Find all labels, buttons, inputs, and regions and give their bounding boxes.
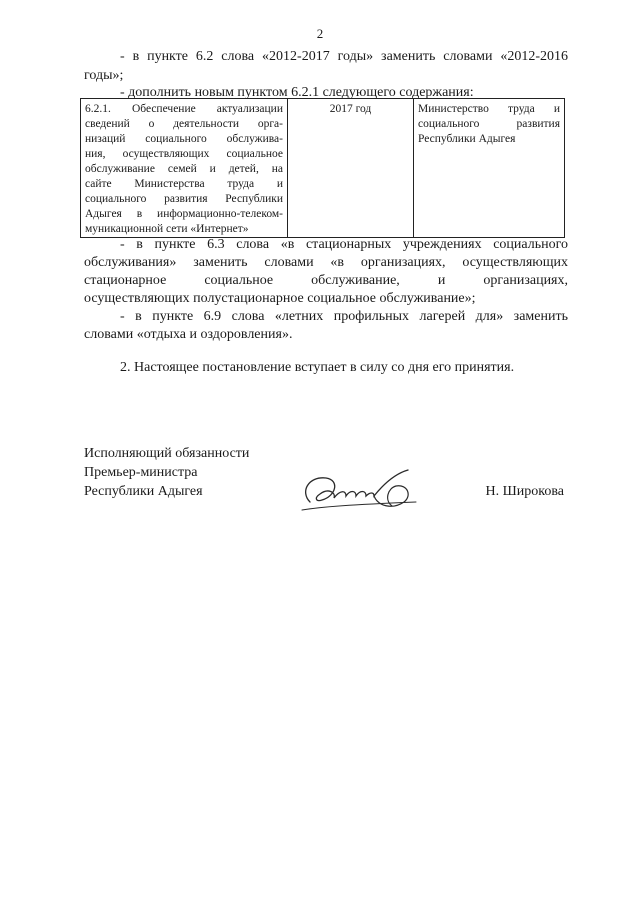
paragraph-6-3-line1: - в пункте 6.3 слова «в стационарных учреждениях социального	[120, 237, 568, 252]
cell-line: Адыгея в информационно-телеком-	[85, 208, 283, 220]
paragraph-6-3-line2: обслуживания» заменить словами «в организациях, осуществляющих	[84, 255, 568, 270]
cell-line: Министерство труда и	[418, 103, 560, 115]
paragraph-6-9-line2: словами «отдыха и оздоровления».	[84, 327, 293, 342]
inserted-item-table	[80, 98, 565, 238]
paragraph-6-9-line1: - в пункте 6.9 слова «летних профильных лагерей для» заменить	[120, 309, 568, 324]
paragraph-6-2-1-intro: - дополнить новым пунктом 6.2.1 следующего содержания:	[120, 85, 474, 100]
cell-line: низаций социального обслужива-	[85, 133, 283, 145]
signatory-title-line: Исполняющий обязанности	[84, 446, 250, 461]
table-cell-term: 2017 год	[288, 99, 414, 238]
cell-line: социального развития Республики	[85, 193, 283, 205]
paragraph-6-2-line1: - в пункте 6.2 слова «2012-2017 годы» заменить словами «2012-2016	[120, 49, 568, 64]
table-cell-description	[81, 99, 288, 238]
paragraph-6-3-line3: стационарное социальное обслуживание, и организациях,	[84, 273, 568, 288]
cell-line: социального развития	[418, 118, 560, 130]
signatory-title	[84, 444, 249, 501]
cell-line: сайте Министерства труда и	[85, 178, 283, 190]
paragraph-effective-date: 2. Настоящее постановление вступает в силу со дня его принятия.	[120, 360, 515, 375]
cell-line: обслуживание семей и детей, на	[85, 163, 283, 175]
cell-line: ния, осуществляющих социальное	[85, 148, 283, 160]
table-row	[81, 99, 565, 238]
cell-line: Республики Адыгея	[418, 133, 516, 145]
handwritten-signature	[296, 462, 426, 522]
paragraph-6-2-line2: годы»;	[84, 68, 124, 83]
cell-line: сведений о деятельности орга-	[85, 118, 283, 130]
cell-line: муникационной сети «Интернет»	[85, 223, 249, 235]
table-cell-responsible	[414, 99, 565, 238]
signatory-title-line: Республики Адыгея	[84, 484, 203, 499]
signatory-title-line: Премьер-министра	[84, 465, 198, 480]
page-number: 2	[316, 26, 324, 41]
signatory-name: Н. Широкова	[485, 484, 564, 499]
paragraph-6-3-line4: осуществляющих полустационарное социальное обслуживание»;	[84, 291, 476, 306]
cell-line: 6.2.1. Обеспечение актуализации	[85, 103, 283, 115]
